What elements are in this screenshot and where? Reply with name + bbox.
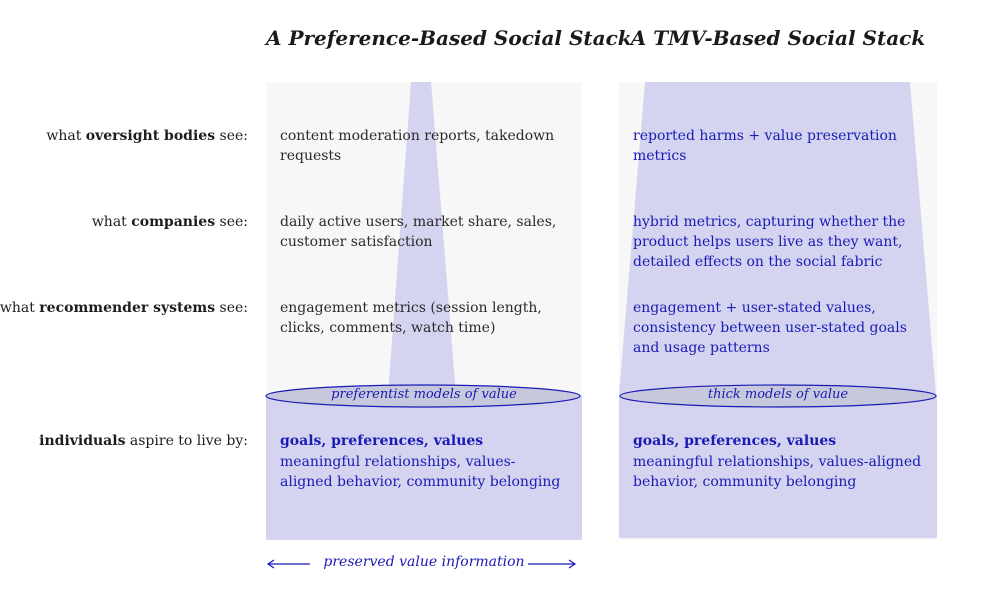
right-companies-text: hybrid metrics, capturing whether the product helps users live as they want, detailed effects on the social fabric bbox=[633, 214, 906, 270]
left-companies-text: daily active users, market share, sales, customer satisfaction bbox=[280, 214, 557, 250]
left-individuals-heading: goals, preferences, values bbox=[280, 433, 484, 449]
row-label-individuals: individuals aspire to live by: bbox=[39, 433, 248, 449]
left-recommender-text: engagement metrics (session length, clicks, comments, watch time) bbox=[280, 300, 542, 336]
left-stack-title: A Preference-Based Social Stack bbox=[266, 26, 632, 50]
right-lens-label: thick models of value bbox=[707, 387, 849, 402]
right-oversight-text: reported harms + value preservation metrics bbox=[633, 128, 897, 164]
left-lens-label: preferentist models of value bbox=[331, 387, 517, 402]
left-oversight-text: content moderation reports, takedown requests bbox=[280, 128, 555, 164]
right-individuals-body: meaningful relationships, values-aligned behavior, community belonging bbox=[633, 454, 922, 490]
right-recommender-text: engagement + user-stated values, consistency between user-stated goals and usage patterns bbox=[633, 300, 907, 356]
left-individuals-body: meaningful relationships, values-aligned behavior, community belonging bbox=[280, 454, 561, 490]
preserved-value-label: preserved value information bbox=[323, 554, 525, 570]
row-label-oversight: what oversight bodies see: bbox=[46, 128, 248, 144]
row-label-recommender: what recommender systems see: bbox=[0, 300, 248, 316]
right-individuals-heading: goals, preferences, values bbox=[633, 433, 837, 449]
row-label-companies: what companies see: bbox=[91, 214, 248, 230]
right-stack-title: A TMV-Based Social Stack bbox=[630, 26, 926, 50]
